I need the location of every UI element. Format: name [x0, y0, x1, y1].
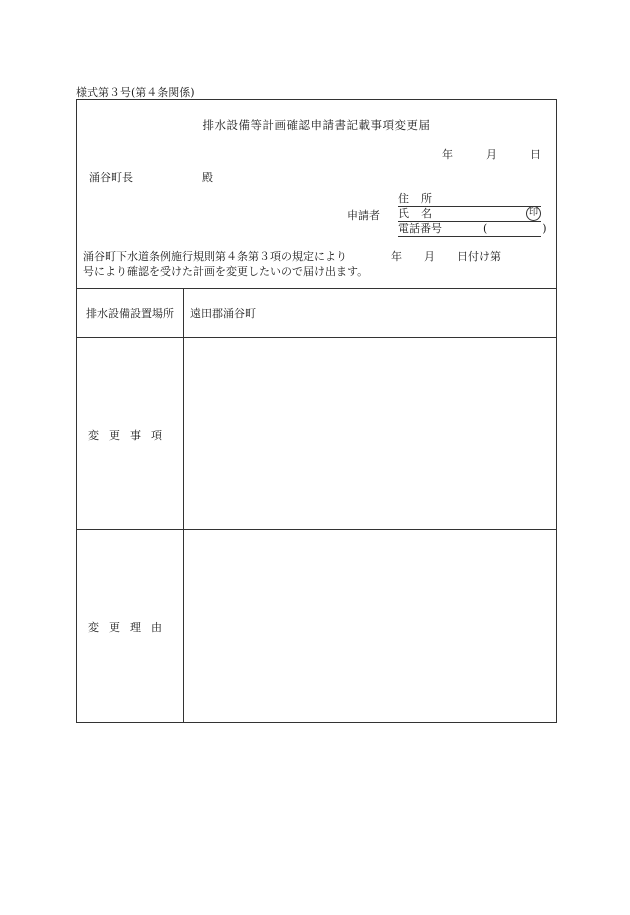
applicant-address-field[interactable] — [398, 192, 541, 207]
divider — [77, 288, 556, 289]
form-number-label: 様式第３号(第４条関係) — [76, 86, 195, 99]
date-year: 年 — [442, 148, 453, 161]
applicant-label: 申請者 — [347, 209, 380, 222]
addressee-honorific: 殿 — [202, 171, 213, 184]
phone-area-code-paren: ( ) — [483, 222, 569, 235]
statement-line-2: 号により確認を受けた計画を変更したいので届け出ます。 — [83, 265, 369, 278]
site-label: 排水設備設置場所 — [86, 307, 174, 320]
statement-text — [83, 249, 551, 279]
name-label: 氏名 — [398, 207, 444, 220]
seal-icon: 印 — [526, 206, 541, 221]
date-line — [442, 146, 541, 162]
applicant-name-field[interactable] — [398, 207, 541, 222]
site-value[interactable]: 遠田郡涌谷町 — [190, 307, 256, 320]
notification-form — [76, 99, 569, 723]
date-day: 日 — [530, 148, 541, 161]
change-reason-label: 変更理由 — [88, 621, 172, 634]
address-label: 住所 — [398, 192, 444, 205]
document-title: 排水設備等計画確認申請書記載事項変更届 — [202, 118, 431, 132]
change-items-field[interactable] — [184, 338, 556, 529]
change-reason-field[interactable] — [184, 530, 556, 721]
addressee: 涌谷町長 — [89, 171, 133, 184]
date-month: 月 — [486, 148, 497, 161]
statement-line-1: 涌谷町下水道条例施行規則第４条第３項の規定により 年 月 日付け第 — [83, 250, 501, 263]
change-items-label: 変更事項 — [88, 429, 172, 442]
phone-label: 電話番号 — [398, 222, 442, 235]
applicant-phone-field[interactable] — [398, 222, 569, 237]
